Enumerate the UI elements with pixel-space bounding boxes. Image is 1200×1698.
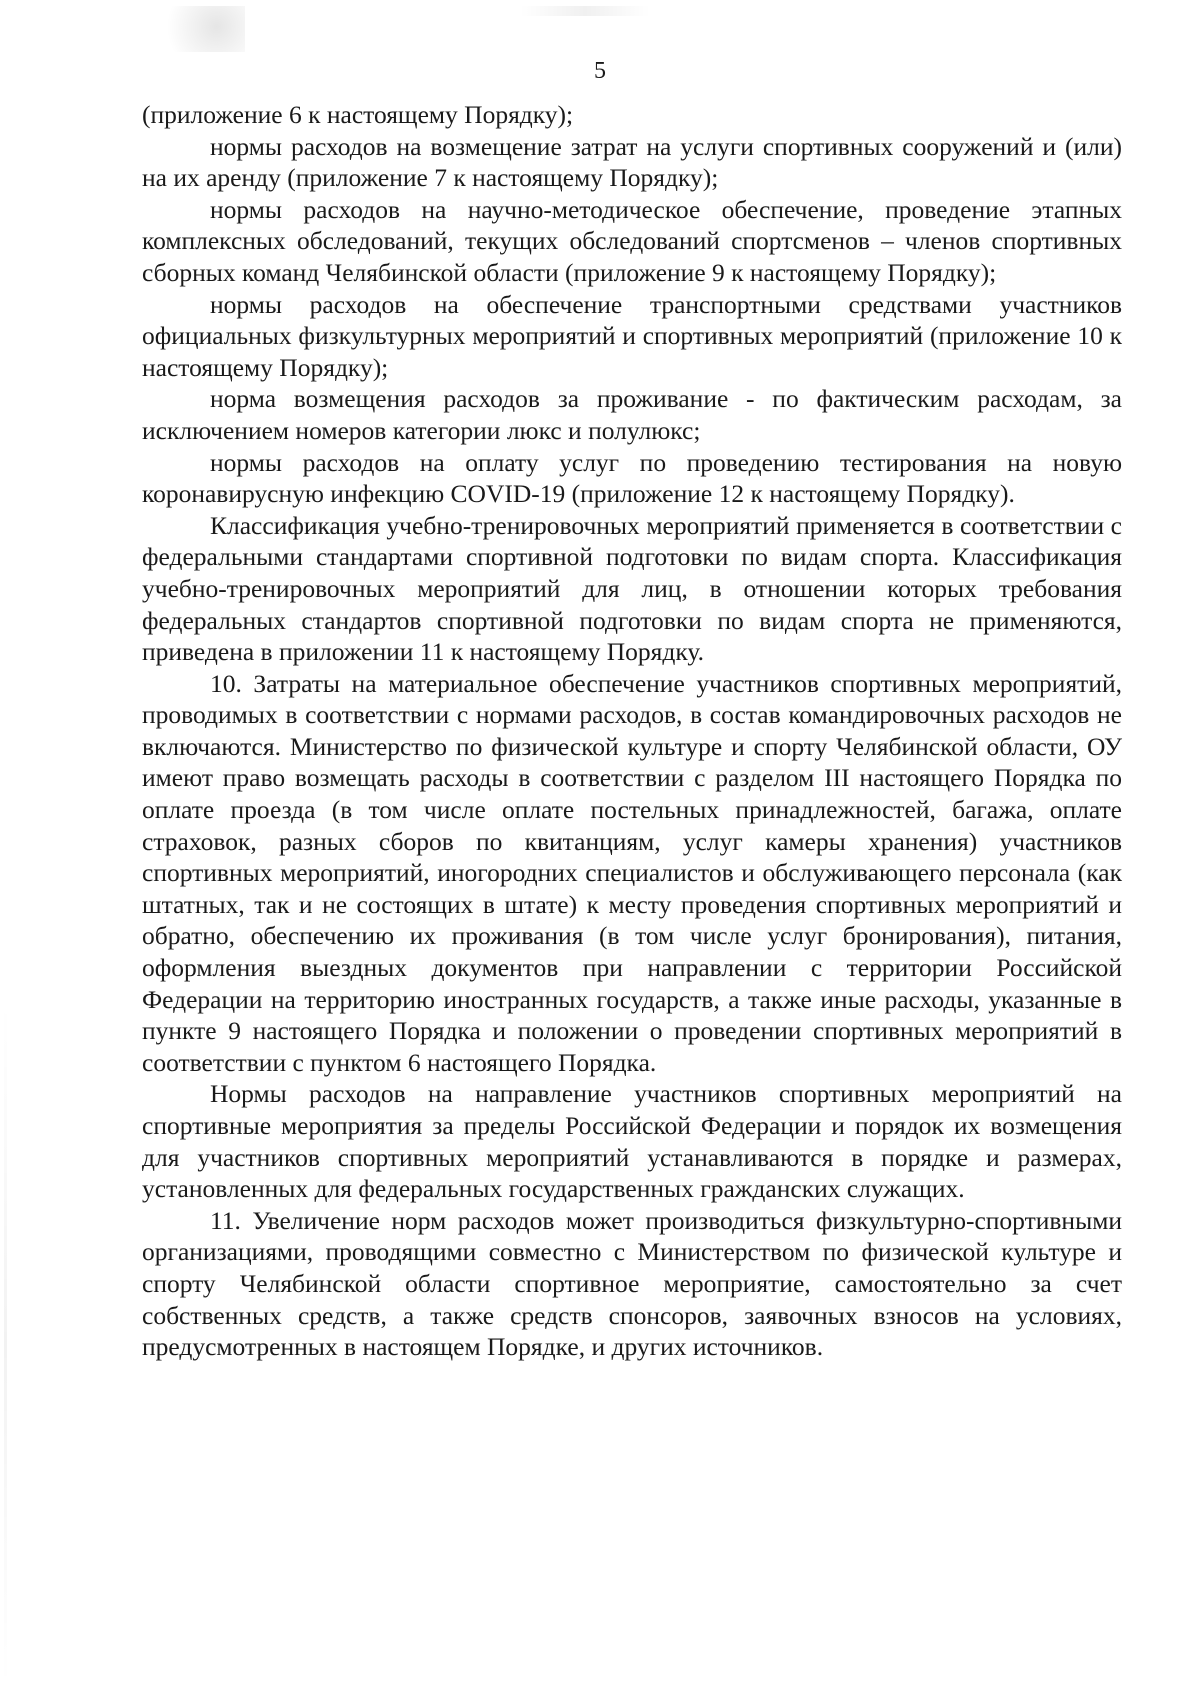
page-number: 5 [594, 58, 606, 84]
document-body [142, 99, 1122, 1363]
scan-artifact [150, 6, 245, 52]
paragraph: нормы расходов на обеспечение транспортными средствами участников официальных физкультурных мероприятий и спортивных мероприятий (приложение 10 к настоящему Порядку); [142, 289, 1122, 382]
paragraph: нормы расходов на возмещение затрат на услуги спортивных сооружений и (или) на их аренду (приложение 7 к настоящему Порядку); [142, 131, 1122, 193]
paragraph: 10. Затраты на материальное обеспечение участников спортивных мероприятий, проводимых в соответствии с нормами расходов, в состав командировочных расходов не включаются. Министерство по физической культуре и спорту Челябинской области, ОУ имеют право возмещать расходы в соответствии с разделом III настоящего Порядка по оплате проезда (в том числе оплате постельных принадлежностей, багажа, оплате страховок, разных сборов по квитанциям, услуг камеры хранения) участников спортивных мероприятий, иногородних специалистов и обслуживающего персонала (как штатных, так и не состоящих в штате) к месту проведения спортивных мероприятий и обратно, обеспечению их проживания (в том числе услуг бронирования), питания, оформления выездных документов при направлении с территории Российской Федерации на территорию иностранных государств, а также иные расходы, указанные в пункте 9 настоящего Порядка и положении о проведении спортивных мероприятий в соответствии с пунктом 6 настоящего Порядка. [142, 668, 1122, 1077]
paragraph: норма возмещения расходов за проживание - по фактическим расходам, за исключением номеров категории люкс и полулюкс; [142, 384, 1122, 445]
scan-artifact [520, 6, 650, 16]
paragraph: Классификация учебно-тренировочных мероприятий применяется в соответствии с федеральными стандартами спортивной подготовки по видам спорта. Классификация учебно-тренировочных мероприятий для лиц, в отношении которых требования федеральных стандартов спортивной подготовки по видам спорта не применяются, приведена в приложении 11 к настоящему Порядку. [142, 510, 1122, 667]
paragraph: 11. Увеличение норм расходов может производиться физкультурно-спортивными организациями, проводящими совместно с Министерством по физической культуре и спорту Челябинской области спортивное мероприятие, самостоятельно за счет собственных средств, а также средств спонсоров, заявочных взносов на условиях, предусмотренных в настоящем Порядке, и других источников. [142, 1205, 1122, 1362]
paragraph: (приложение 6 к настоящему Порядку); [142, 100, 574, 129]
paragraph: нормы расходов на оплату услуг по проведению тестирования на новую коронавирусную инфекцию COVID-19 (приложение 12 к настоящему Порядку). [142, 447, 1122, 509]
paragraph: Нормы расходов на направление участников спортивных мероприятий на спортивные мероприятия за пределы Российской Федерации и порядок их возмещения для участников спортивных мероприятий устанавливаются в порядке и размерах, установленных для федеральных государственных гражданских служащих. [142, 1079, 1122, 1204]
scan-artifact [4, 1000, 7, 1690]
paragraph: нормы расходов на научно-методическое обеспечение, проведение этапных комплексных обследований, текущих обследований спортсменов – членов спортивных сборных команд Челябинской области (приложение 9 к настоящему Порядку); [142, 194, 1122, 287]
